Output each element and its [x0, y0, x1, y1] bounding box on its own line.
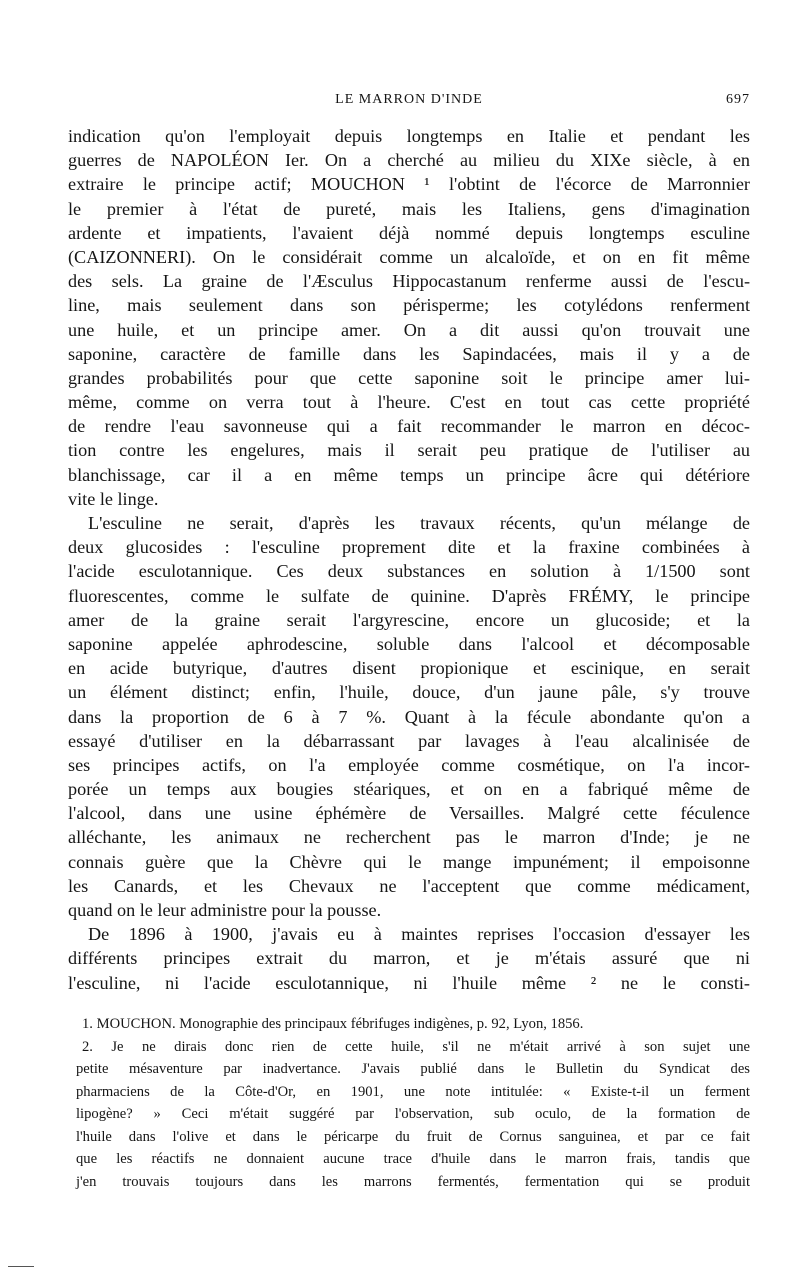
footnotes	[76, 1013, 750, 1193]
text-line: quand on le leur administre pour la pousse.	[68, 900, 382, 920]
text-line: même, comme on verra tout à l'heure. C'est en tout cas cette propriété	[68, 392, 750, 413]
text-line: l'esculine, ni l'acide esculotannique, ni l'huile même ² ne le consti-	[68, 972, 750, 993]
footnote-line: j'en trouvais toujours dans les marrons fermentés, fermentation qui se produit	[76, 1173, 750, 1190]
scan-edge-mark	[8, 1266, 34, 1267]
footnote-line: petite mésaventure par inadvertance. J'avais publié dans le Bulletin du Syndicat des	[76, 1061, 750, 1077]
text-line: saponine, caractère de famille dans les Sapindacées, mais il y a de	[68, 343, 750, 364]
text-line: tion contre les engelures, mais il serait peu pratique de l'utiliser au	[68, 440, 750, 461]
text-line: line, mais seulement dans son périsperme; les cotylédons renferment	[68, 295, 750, 316]
running-title: LE MARRON D'INDE	[335, 92, 483, 107]
text-line: grandes probabilités pour que cette saponine soit le principe amer lui-	[68, 367, 750, 388]
footnote-line: l'huile dans l'olive et dans le péricarpe du fruit de Cornus sanguinea, et par ce fait	[76, 1128, 750, 1145]
text-line: guerres de NAPOLÉON Ier. On a cherché au milieu du XIXe siècle, à en	[68, 150, 750, 171]
text-line: blanchissage, car il a en même temps un principe âcre qui détériore	[68, 464, 750, 485]
text-line: L'esculine ne serait, d'après les travaux récents, qu'un mélange de	[88, 513, 750, 533]
text-line: saponine appelée aphrodescine, soluble dans l'alcool et décomposable	[68, 633, 750, 654]
footnote-line: pharmaciens de la Côte-d'Or, en 1901, une note intitulée: « Existe-t-il un ferment	[76, 1083, 750, 1100]
footnote-line: lipogène? » Ceci m'était suggéré par l'observation, sub oculo, de la formation de	[76, 1106, 750, 1122]
text-line: alléchante, les animaux ne recherchent pas le marron d'Inde; je ne	[68, 827, 750, 848]
text-line: connais guère que la Chèvre qui le mange impunément; il empoisonne	[68, 851, 750, 872]
text-line: ardente et impatients, l'avaient déjà nommé depuis longtemps esculine	[68, 222, 750, 243]
text-line: différents principes extrait du marron, et je m'étais assuré que ni	[68, 948, 750, 969]
text-line: vite le linge.	[68, 488, 159, 509]
text-line: deux glucosides : l'esculine proprement dite et la fraxine combinées à	[68, 537, 750, 558]
text-line: de rendre l'eau savonneuse qui a fait recommander le marron en décoc-	[68, 416, 750, 437]
text-line: fluorescentes, comme le sulfate de quinine. D'après FRÉMY, le principe	[68, 585, 750, 606]
text-line: (CAIZONNERI). On le considérait comme un alcaloïde, et on en fit même	[68, 246, 750, 267]
text-line: l'alcool, dans une usine éphémère de Versailles. Malgré cette féculence	[68, 803, 750, 824]
text-line: amer de la graine serait l'argyrescine, encore un glucoside; et la	[68, 609, 750, 630]
text-line: extraire le principe actif; MOUCHON ¹ l'obtint de l'écorce de Marronnier	[68, 174, 750, 195]
footnote-line: 1. MOUCHON. Monographie des principaux fébrifuges indigènes, p. 92, Lyon, 1856.	[82, 1016, 584, 1032]
text-line: dans la proportion de 6 à 7 %. Quant à la fécule abondante qu'on a	[68, 706, 750, 727]
footnote-line: que les réactifs ne donnaient aucune trace d'huile dans le marron frais, tandis que	[76, 1151, 750, 1167]
text-line: les Canards, et les Chevaux ne l'acceptent que comme médicament,	[68, 875, 750, 896]
text-line: une huile, et un principe amer. On a dit aussi qu'on trouvait une	[68, 319, 750, 340]
running-head	[68, 92, 750, 112]
text-line: en acide butyrique, d'autres disent propionique et escinique, en serait	[68, 658, 750, 679]
footnote-line: 2. Je ne dirais donc rien de cette huile, s'il ne m'était arrivé à son sujet une	[82, 1038, 750, 1055]
text-line: essayé d'utiliser en la débarrassant par lavages à l'eau alcalinisée de	[68, 730, 750, 751]
text-line: De 1896 à 1900, j'avais eu à maintes reprises l'occasion d'essayer les	[88, 924, 750, 945]
body-text	[68, 124, 750, 995]
page-number: 697	[726, 92, 750, 107]
text-line: porée un temps aux bougies stéariques, et on en a fabriqué même de	[68, 779, 750, 800]
text-line: un élément distinct; enfin, l'huile, douce, d'un jaune pâle, s'y trouve	[68, 682, 750, 703]
text-line: le premier à l'état de pureté, mais les Italiens, gens d'imagination	[68, 198, 750, 219]
text-line: l'acide esculotannique. Ces deux substances en solution à 1/1500 sont	[68, 561, 750, 582]
text-line: indication qu'on l'employait depuis longtemps en Italie et pendant les	[68, 126, 750, 146]
text-line: ses principes actifs, on l'a employée comme cosmétique, on l'a incor-	[68, 754, 750, 775]
text-line: des sels. La graine de l'Æsculus Hippocastanum renferme aussi de l'escu-	[68, 271, 750, 292]
